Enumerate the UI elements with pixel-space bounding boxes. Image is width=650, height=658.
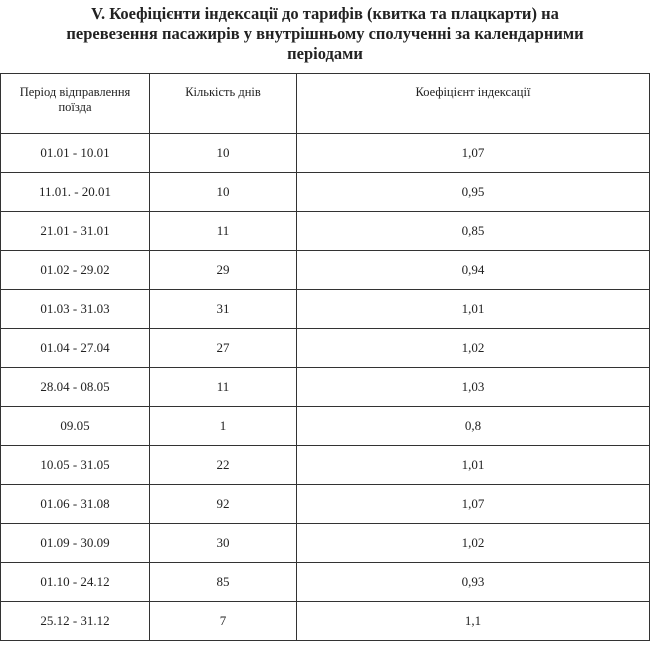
cell-period: 28.04 - 08.05 — [1, 368, 150, 407]
cell-period: 01.04 - 27.04 — [1, 329, 150, 368]
table-body — [1, 134, 650, 641]
cell-days: 30 — [150, 524, 297, 563]
cell-days: 22 — [150, 446, 297, 485]
cell-period: 01.10 - 24.12 — [1, 563, 150, 602]
cell-coefficient: 0,95 — [297, 173, 650, 212]
cell-coefficient: 0,94 — [297, 251, 650, 290]
cell-period: 01.01 - 10.01 — [1, 134, 150, 173]
table-row — [1, 446, 650, 485]
cell-period: 01.06 - 31.08 — [1, 485, 150, 524]
title-line-3: періодами — [287, 44, 363, 63]
cell-coefficient: 0,85 — [297, 212, 650, 251]
cell-period: 01.03 - 31.03 — [1, 290, 150, 329]
cell-days: 7 — [150, 602, 297, 641]
cell-coefficient: 1,02 — [297, 524, 650, 563]
table-row — [1, 602, 650, 641]
table-row — [1, 212, 650, 251]
header-period-line-1: Період відправлення — [19, 85, 131, 99]
table-row — [1, 407, 650, 446]
cell-days: 10 — [150, 134, 297, 173]
table-row — [1, 563, 650, 602]
cell-period: 11.01. - 20.01 — [1, 173, 150, 212]
cell-coefficient: 1,07 — [297, 485, 650, 524]
cell-coefficient: 1,07 — [297, 134, 650, 173]
cell-days: 85 — [150, 563, 297, 602]
table-row — [1, 329, 650, 368]
cell-period: 25.12 - 31.12 — [1, 602, 150, 641]
table-row — [1, 290, 650, 329]
table-row — [1, 524, 650, 563]
table-row — [1, 134, 650, 173]
title-line-1: V. Коефіцієнти індексації до тарифів (квитка та плацкарти) на — [91, 4, 559, 23]
cell-coefficient: 1,01 — [297, 446, 650, 485]
cell-period: 10.05 - 31.05 — [1, 446, 150, 485]
cell-days: 29 — [150, 251, 297, 290]
table-row — [1, 485, 650, 524]
cell-period: 21.01 - 31.01 — [1, 212, 150, 251]
cell-days: 10 — [150, 173, 297, 212]
header-days: Кількість днів — [150, 74, 297, 134]
cell-days: 1 — [150, 407, 297, 446]
cell-period: 09.05 — [1, 407, 150, 446]
cell-coefficient: 1,03 — [297, 368, 650, 407]
indexation-table — [0, 73, 650, 641]
cell-coefficient: 1,02 — [297, 329, 650, 368]
cell-days: 31 — [150, 290, 297, 329]
cell-days: 27 — [150, 329, 297, 368]
cell-coefficient: 1,01 — [297, 290, 650, 329]
cell-days: 11 — [150, 212, 297, 251]
cell-period: 01.02 - 29.02 — [1, 251, 150, 290]
table-row — [1, 251, 650, 290]
title-line-2: перевезення пасажирів у внутрішньому сполученні за календарними — [66, 24, 584, 43]
page-title — [0, 4, 650, 64]
header-coefficient: Коефіцієнт індексації — [297, 74, 650, 134]
cell-days: 92 — [150, 485, 297, 524]
header-period-line-2: поїзда — [58, 100, 92, 114]
table-header-row — [1, 74, 650, 134]
cell-coefficient: 0,8 — [297, 407, 650, 446]
table-row — [1, 368, 650, 407]
cell-days: 11 — [150, 368, 297, 407]
cell-period: 01.09 - 30.09 — [1, 524, 150, 563]
table-row — [1, 173, 650, 212]
cell-coefficient: 0,93 — [297, 563, 650, 602]
header-period — [1, 74, 150, 134]
cell-coefficient: 1,1 — [297, 602, 650, 641]
